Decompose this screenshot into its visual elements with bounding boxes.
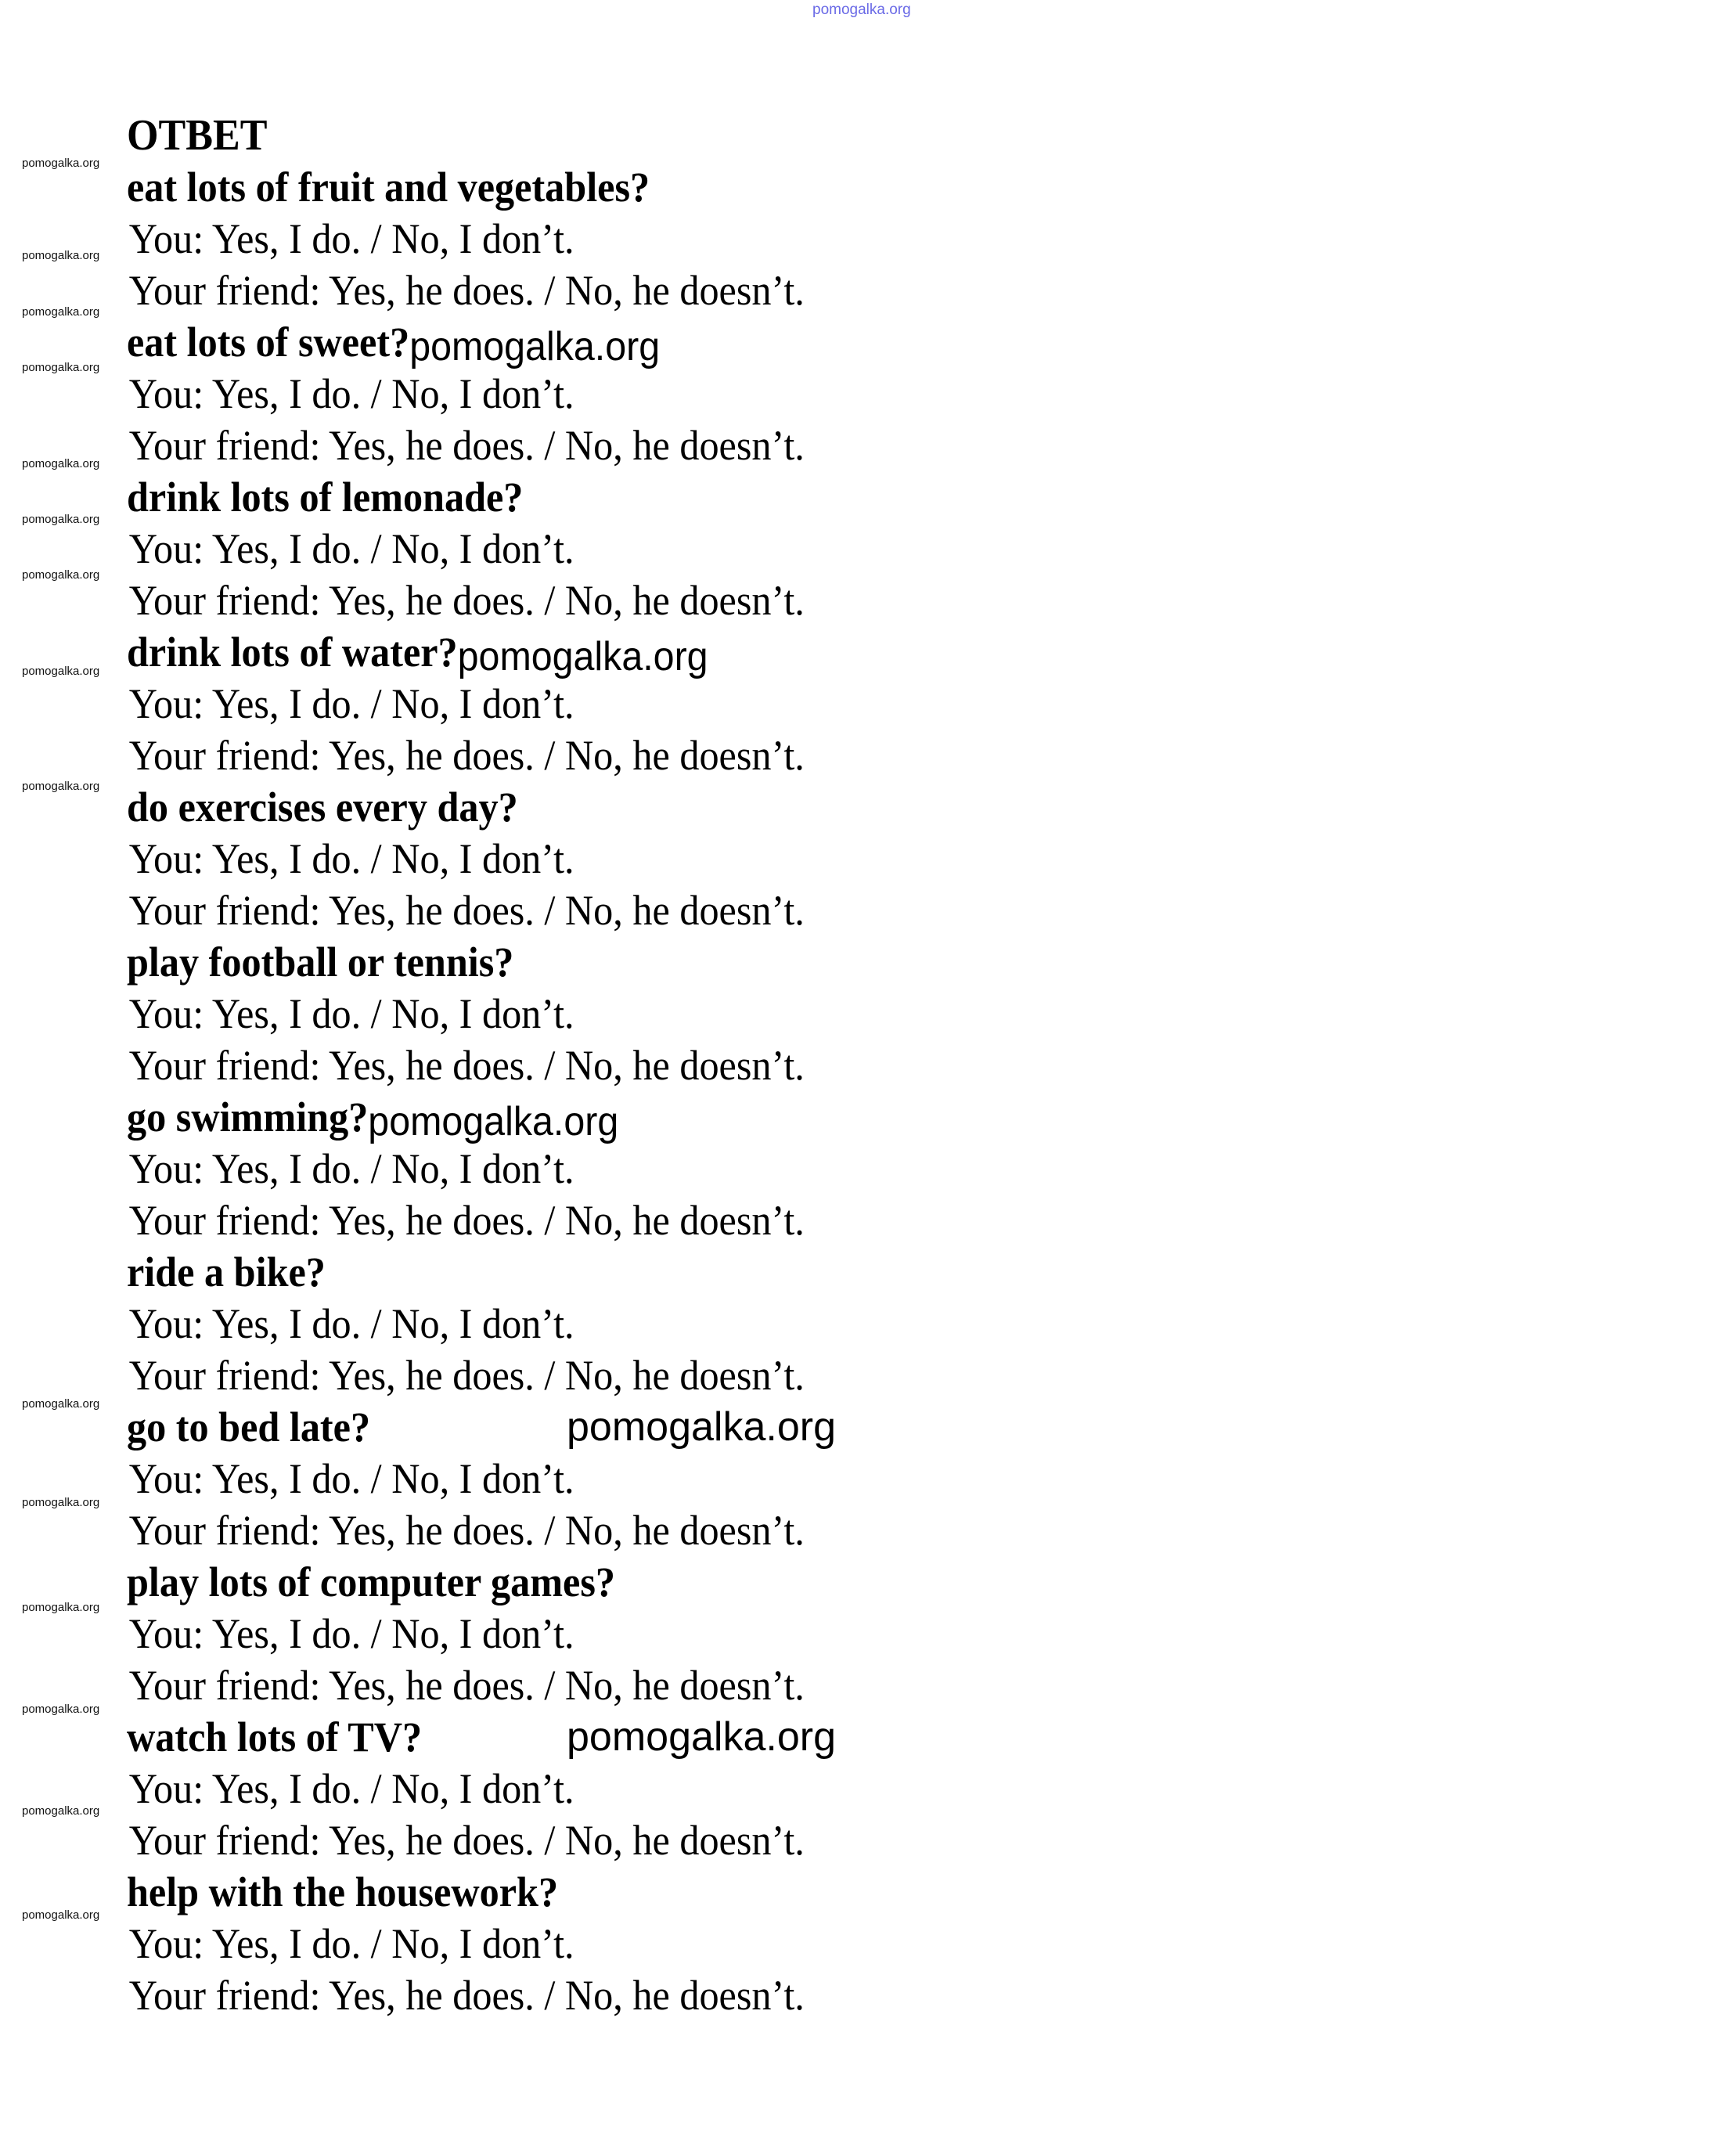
small-watermark: pomogalka.org [22,457,100,470]
inline-watermark: pomogalka.org [457,633,708,679]
small-watermark: pomogalka.org [22,1496,100,1509]
friend-answer: Your friend: Yes, he does. / No, he doesn’t. [128,422,805,469]
question-line [127,471,805,523]
you-answer: You: Yes, I do. / No, I don’t. [128,680,574,727]
small-watermark: pomogalka.org [22,1908,100,1922]
top-watermark: pomogalka.org [812,2,911,18]
friend-answer: Your friend: Yes, he does. / No, he doesn’t. [128,1817,805,1864]
you-answer: You: Yes, I do. / No, I don’t. [128,1300,574,1347]
you-answer: You: Yes, I do. / No, I don’t. [128,1610,574,1657]
question-text: play lots of computer games? [127,1559,615,1605]
question-line [127,1866,805,1918]
small-watermark: pomogalka.org [22,1804,100,1818]
small-watermark: pomogalka.org [22,1601,100,1614]
small-watermark: pomogalka.org [22,780,100,793]
friend-answer: Your friend: Yes, he does. / No, he doesn’t. [128,1197,805,1244]
question-text: watch lots of TV? [127,1714,423,1760]
friend-answer: Your friend: Yes, he does. / No, he doesn’t. [128,732,805,779]
you-answer: You: Yes, I do. / No, I don’t. [128,215,574,262]
question-text: go swimming? [127,1094,369,1141]
friend-answer: Your friend: Yes, he does. / No, he doesn’t. [128,1352,805,1399]
question-text: go to bed late? [127,1404,371,1450]
you-answer: You: Yes, I do. / No, I don’t. [128,835,574,882]
small-watermark: pomogalka.org [22,1397,100,1411]
you-answer: You: Yes, I do. / No, I don’t. [128,1455,574,1502]
question-text: ride a bike? [127,1249,326,1296]
friend-answer: Your friend: Yes, he does. / No, he doesn’t. [128,1972,805,2019]
question-line [127,1246,805,1298]
question-line [127,161,805,213]
question-text: drink lots of lemonade? [127,474,524,521]
friend-answer: Your friend: Yes, he does. / No, he doesn’t. [128,1507,805,1554]
question-line [127,316,805,368]
small-watermark: pomogalka.org [22,568,100,582]
friend-answer: Your friend: Yes, he does. / No, he doesn’t. [128,1042,805,1089]
question-text: help with the housework? [127,1869,559,1915]
question-text: eat lots of sweet? [127,319,410,366]
you-answer: You: Yes, I do. / No, I don’t. [128,370,574,417]
inline-watermark: pomogalka.org [368,1098,619,1144]
you-answer: You: Yes, I do. / No, I don’t. [128,525,574,572]
inline-watermark: pomogalka.org [409,323,661,369]
friend-answer: Your friend: Yes, he does. / No, he doesn’t. [128,887,805,934]
question-text: do exercises every day? [127,784,518,831]
you-answer: You: Yes, I do. / No, I don’t. [128,1145,574,1192]
small-watermark: pomogalka.org [22,361,100,374]
question-line [127,626,805,678]
small-watermark: pomogalka.org [22,305,100,319]
you-answer: You: Yes, I do. / No, I don’t. [128,1920,574,1967]
large-watermark: pomogalka.org [567,1714,836,1760]
question-text: play football or tennis? [127,939,514,986]
small-watermark: pomogalka.org [22,513,100,526]
question-line [127,1556,805,1608]
small-watermark: pomogalka.org [22,249,100,262]
you-answer: You: Yes, I do. / No, I don’t. [128,1765,574,1812]
question-text: eat lots of fruit and vegetables? [127,164,650,211]
large-watermark: pomogalka.org [567,1404,836,1450]
question-line [127,1091,805,1143]
friend-answer: Your friend: Yes, he does. / No, he doesn’t. [128,1662,805,1709]
question-line [127,781,805,833]
page-title: OTBET [127,111,268,160]
small-watermark: pomogalka.org [22,1703,100,1716]
question-text: drink lots of water? [127,629,458,676]
small-watermark: pomogalka.org [22,665,100,678]
you-answer: You: Yes, I do. / No, I don’t. [128,990,574,1037]
question-line [127,936,805,988]
friend-answer: Your friend: Yes, he does. / No, he doesn’t. [128,267,805,314]
friend-answer: Your friend: Yes, he does. / No, he doesn’t. [128,577,805,624]
small-watermark: pomogalka.org [22,157,100,170]
